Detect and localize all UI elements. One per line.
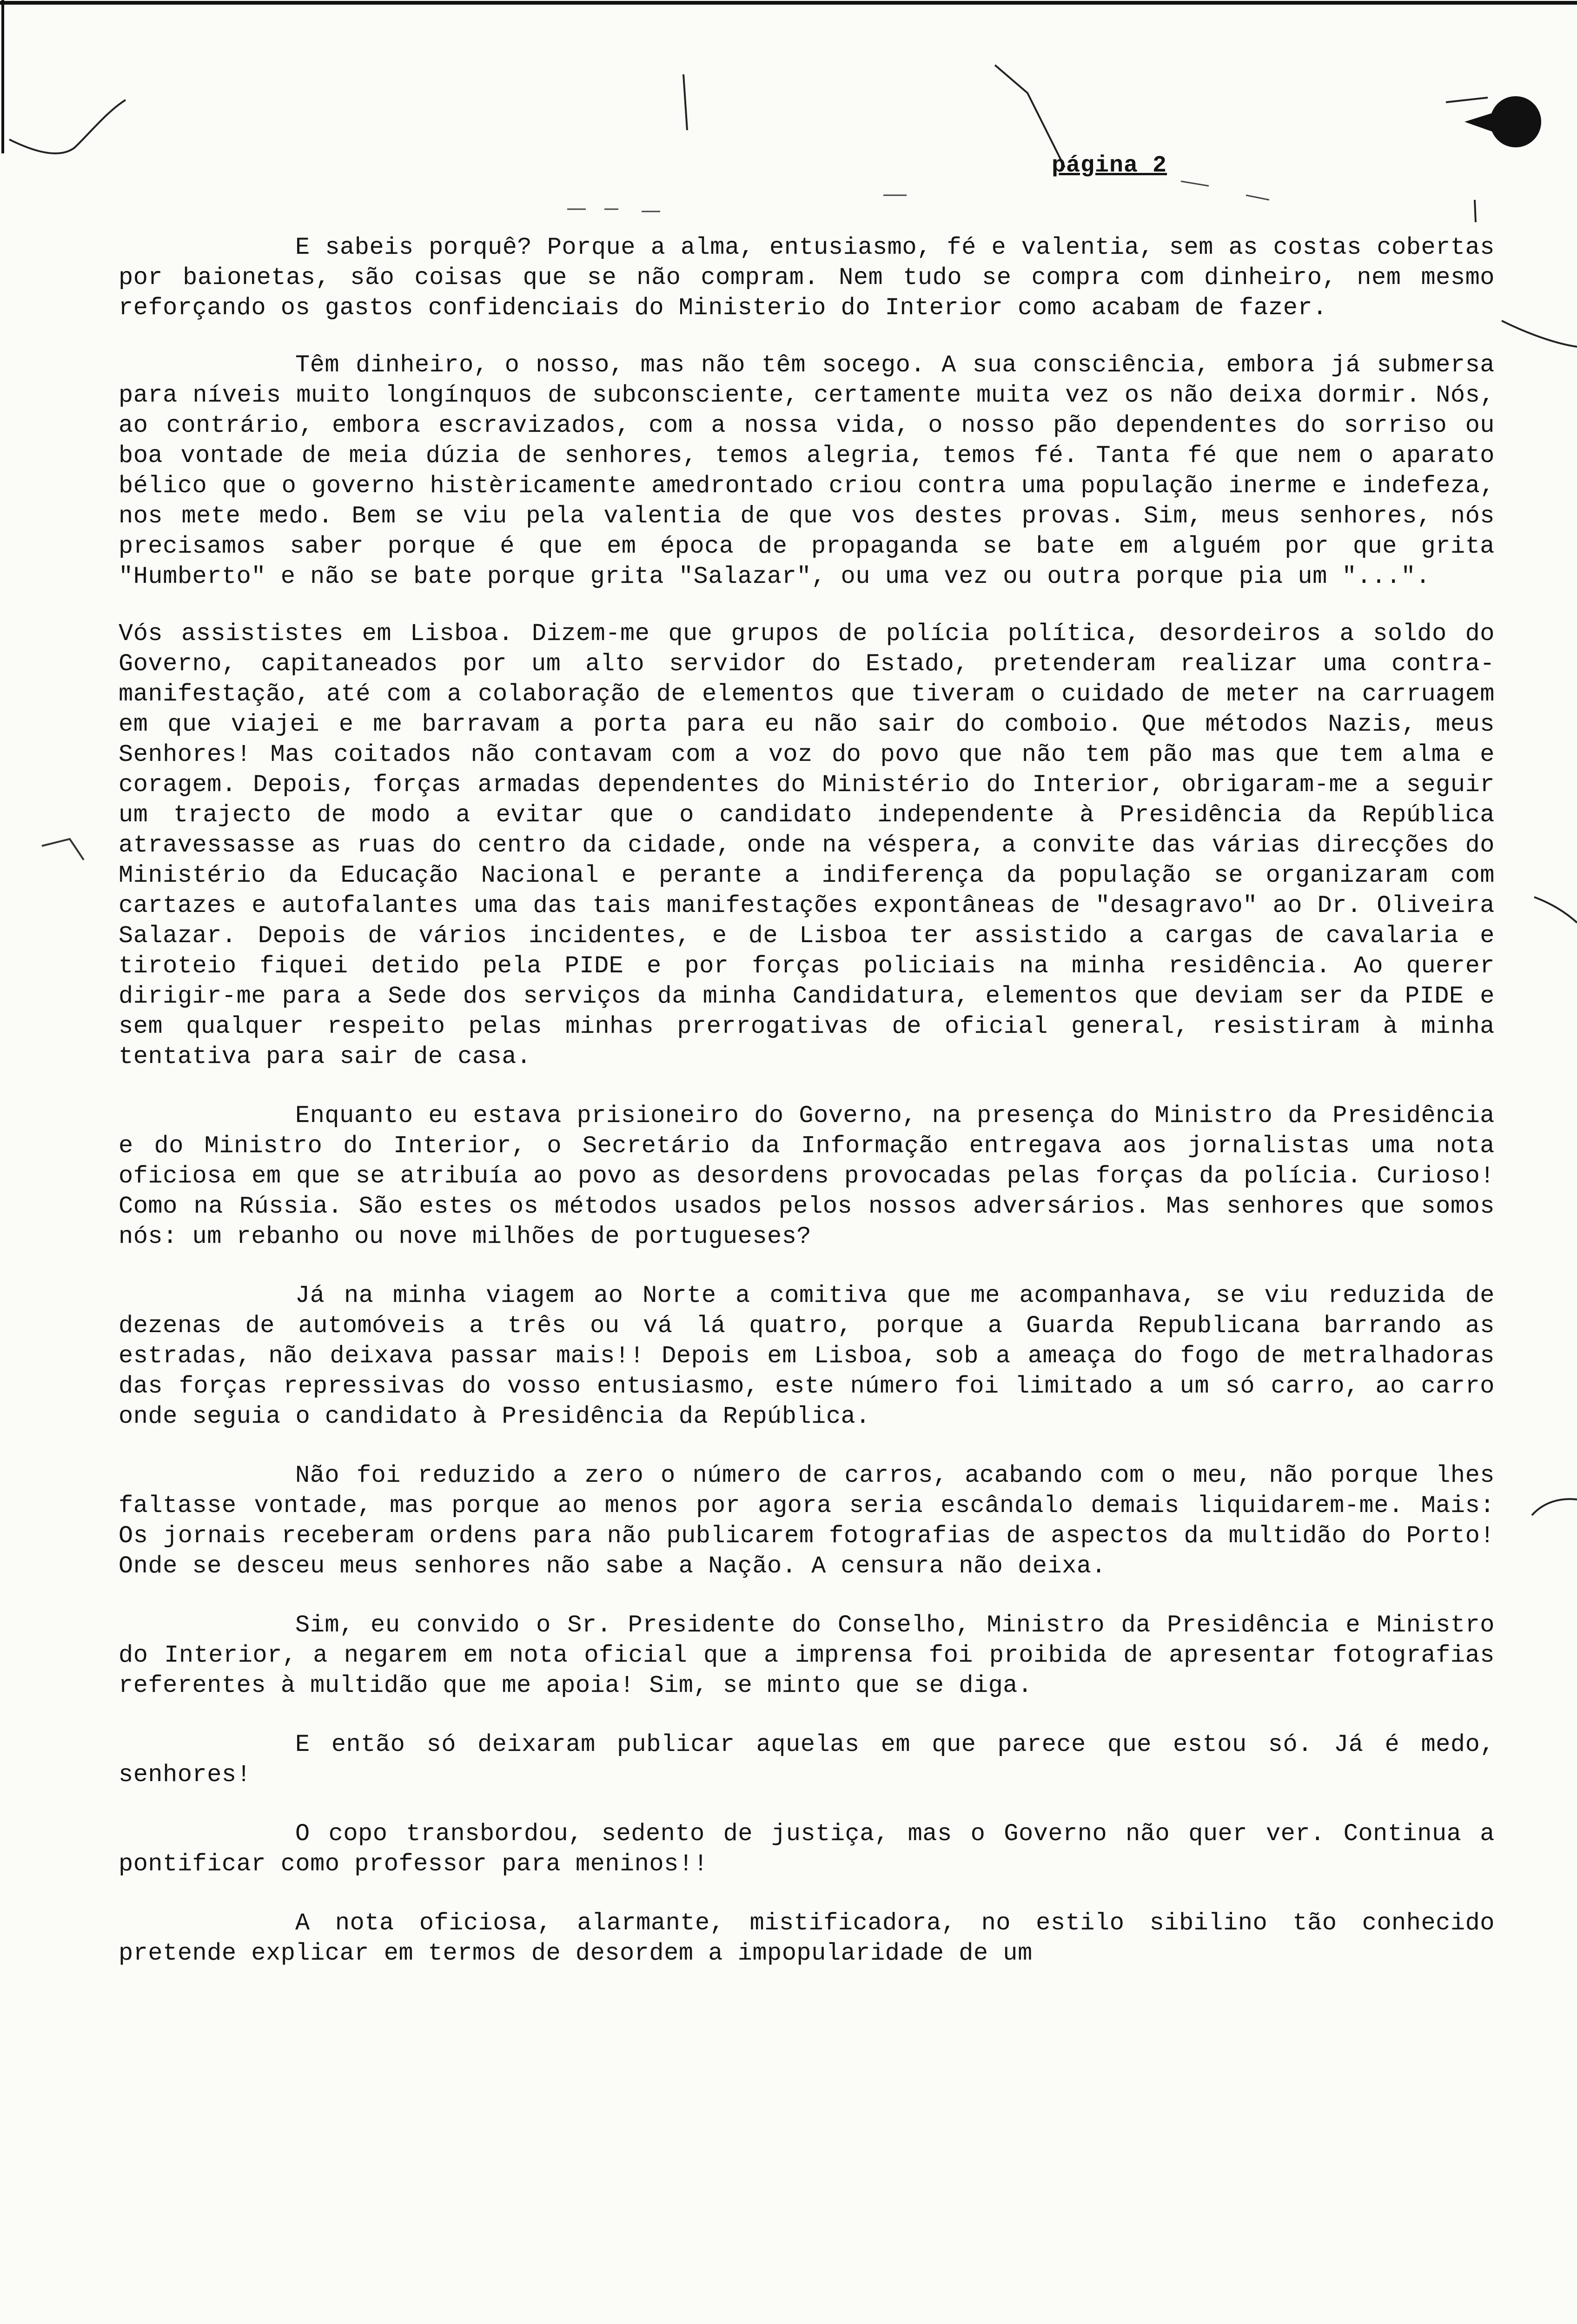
paragraph-3: Vós assististes em Lisboa. Dizem-me que grupos de polícia política, desordeiros a soldo do Governo, capitaneados por um alto servidor do Estado, pretenderam realizar uma contra-manifestação, até com a colaboração de elementos que tiveram o cuidado de meter na carruagem em que viajei e me barravam a porta para eu não sair do comboio. Que métodos Nazis, meus Senhores! Mas coitados não contavam com a voz do povo que não tem pão mas que tem alma e coragem. Depois, forças armadas dependentes do Ministério do Interior, obrigaram-me a seguir um trajecto de modo a evitar que o candidato independente à Presidência da República atravessasse as ruas do centro da cidade, onde na véspera, a convite das várias direcções do Ministério da Educação Nacional e perante a indiferença da população se organizaram com cartazes e autofalantes uma das tais manifestações expontâneas de "desagravo" ao Dr. Oliveira Salazar. Depois de vários incidentes, e de Lisboa ter assistido a cargas de cavalaria e tiroteio fiquei detido pela PIDE e por forças policiais na minha residência. Ao querer dirigir-me para a Sede dos serviços da minha Candidatura, elementos que deviam ser da PIDE e sem qualquer respeito pelas minhas prerrogativas de oficial general, resistiram à minha tentativa para sair de casa. <box>119 620 1495 1070</box>
diagonal-fold-line <box>995 65 1065 167</box>
punch-mark-line <box>683 74 687 130</box>
ink-blot <box>1490 96 1541 147</box>
page-number: página 2 <box>1052 152 1167 179</box>
ink-blot-tail <box>1464 112 1497 132</box>
paragraph-9: O copo transbordou, sedento de justiça, mas o Governo não quer ver. Continua a pontificar como professor para meninos!! <box>119 1820 1495 1878</box>
right-ledger-line <box>1446 98 1488 102</box>
paragraph-10: A nota oficiosa, alarmante, mistificadora, no estilo sibilino tão conhecido pretende explicar em termos de desordem a impopularidade de um <box>119 1909 1495 1967</box>
right-tick <box>1475 200 1476 222</box>
paragraph-4: Enquanto eu estava prisioneiro do Governo, na presença do Ministro da Presidência e do Ministro do Interior, o Secretário da Informação entregava aos jornalistas uma nota oficiosa em que se atribuía ao povo as desordens provocadas pelas forças da polícia. Curioso! Como na Rússia. São estes os métodos usados pelos nossos adversários. Mas senhores que somos nós: um rebanho ou nove milhões de portugueses? <box>119 1102 1495 1250</box>
letter-body <box>119 232 1495 1997</box>
left-arrow-mark <box>42 839 84 860</box>
paragraph-8: E então só deixaram publicar aquelas em que parece que estou só. Já é medo, senhores! <box>119 1731 1495 1789</box>
paragraph-2: Têm dinheiro, o nosso, mas não têm socego. A sua consciência, embora já submersa para níveis muito longínquos de subconsciente, certamente muita vez os não deixa dormir. Nós, ao contrário, embora escravizados, com a nossa vida, o nosso pão dependentes do sorriso ou boa vontade de meia dúzia de senhores, temos alegria, temos fé. Tanta fé que nem o aparato bélico que o governo histèricamente amedrontado criou contra uma população inerme e indefeza, nos mete medo. Bem se viu pela valentia de que vos destes provas. Sim, meus senhores, nós precisamos saber porque é que em época de propaganda se bate em alguém por que grita "Humberto" e não se bate porque grita "Salazar", ou uma vez ou outra porque pia um "...". <box>119 351 1495 590</box>
paragraph-6: Não foi reduzido a zero o número de carros, acabando com o meu, não porque lhes faltasse vontade, mas porque ao menos por agora seria escândalo demais liquidarem-me. Mais: Os jornais receberam ordens para não publicarem fotografias de aspectos da multidão do Porto! Onde se desceu meus senhores não sabe a Nação. A censura não deixa. <box>119 1462 1495 1580</box>
paragraph-7: Sim, eu convido o Sr. Presidente do Conselho, Ministro da Presidência e Ministro do Interior, a negarem em nota oficial que a imprensa foi proibida de apresentar fotografias referentes à multidão que me apoia! Sim, se minto que se diga. <box>119 1611 1495 1699</box>
right-edge-curve-3 <box>1532 1499 1577 1515</box>
right-edge-curve-1 <box>1502 321 1577 347</box>
paragraph-1: E sabeis porquê? Porque a alma, entusiasmo, fé e valentia, sem as costas cobertas por baionetas, são coisas que se não compram. Nem tudo se compra com dinheiro, nem mesmo reforçando os gastos confidenciais do Ministerio do Interior como acabam de fazer. <box>119 234 1495 322</box>
top-dash-marks <box>567 181 1269 211</box>
corner-fold-line <box>9 100 126 153</box>
paragraph-5: Já na minha viagem ao Norte a comitiva que me acompanhava, se viu reduzida de dezenas de automóveis a três ou vá lá quatro, porque a Guarda Republicana barrando as estradas, não deixava passar mais!! Depois em Lisboa, sob a ameaça do fogo de metralhadoras das forças repressivas do vosso entusiasmo, este número foi limitado a um só carro, ao carro onde seguia o candidato à Presidência da República. <box>119 1282 1495 1430</box>
right-edge-curve-2 <box>1534 897 1577 923</box>
